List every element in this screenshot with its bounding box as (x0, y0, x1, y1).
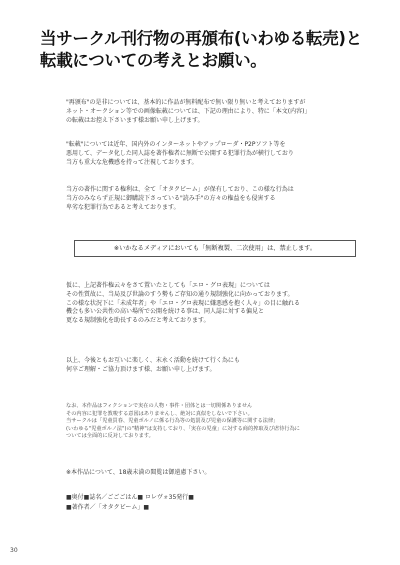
paragraph-rights: 当方の著作に関する権利は、全て「オタクビーム」が保有しており、この様な行為は 当方のみならず正規に御購読下さっている"読み手"の方々の権益をも侵害する 卑劣な犯罪行為であると考えております。 (66, 186, 294, 211)
colophon (66, 493, 194, 512)
page-title (40, 28, 370, 72)
fine-print: なお、本作品はフィクションで実在の人物・事件・団体とは一切関係ありません その内容に犯罪を教唆する意図はありませんし、絶対に真似をしないで下さい。 当サークルは「児童買春、児童ポルノに係る行為等の処罰及び児童の保護等に関する法律」 (いわゆる"児童ポルノ法")の"精神"は支持しており、「実在の児童」に対する商的搾取及び虐待行為に ついては全面的に反対しております。 (66, 403, 300, 440)
title-line-1: 当サークル刊行物の再頒布(いわゆる転売)と (40, 29, 362, 48)
colophon-line-1: ■奥付■誌名／ごごごはん■ ロレヴォ35発行■ (66, 494, 194, 501)
paragraph-closing: 以上、今後ともお互いに楽しく、末永く活動を続けて行く為にも 何卒ご理解・ご協力頂けます様、お願い申し上げます。 (66, 357, 240, 373)
page-number: 30 (10, 547, 18, 554)
paragraph-resale: "再頒布"の是非については、基本的に作品が無料配布で無い限り無いと考えておりますが ネット・オークション等での画像転載については、下記の理由により、特に「本文(内容)」 の転載はお控え下さいます様お願い申し上げます。 (66, 99, 311, 124)
paragraph-regulation: 仮に、上記著作権云々をさて置いたとしても「エロ・グロ表現」については その性質故に、当局及び世論のすう勢もご存知の通り規制強化に向かっております。 この様な状況下に「未成年者」や「エロ・グロ表現に嫌悪感を抱く人々」の目に触れる 機会も多い公共性の高い場所で公開を続ける事は、同人誌に対する偏見と 更なる規制強化を助長するのみだと考えております。 (66, 282, 301, 325)
boxed-notice: ※いかなるメディアにおいても「無断複製、二次使用」は、禁止します。 (74, 240, 356, 257)
age-notice: ※本作品について、18歳未満の閲覧は御遠慮下さい。 (66, 469, 211, 476)
paragraph-reposting: "転載"については近年、国内外のインターネットやアップローダ・P2Pソフト等を 悪用して、データ化した同人誌を著作権者に無断で公開する犯罪行為が横行しており 当方も重大な危機感を持って注視しております。 (66, 141, 294, 166)
colophon-line-2: ■著作者／「オタクビーム」■ (66, 503, 150, 511)
title-line-2: 転載についての考えとお願い。 (40, 51, 267, 70)
